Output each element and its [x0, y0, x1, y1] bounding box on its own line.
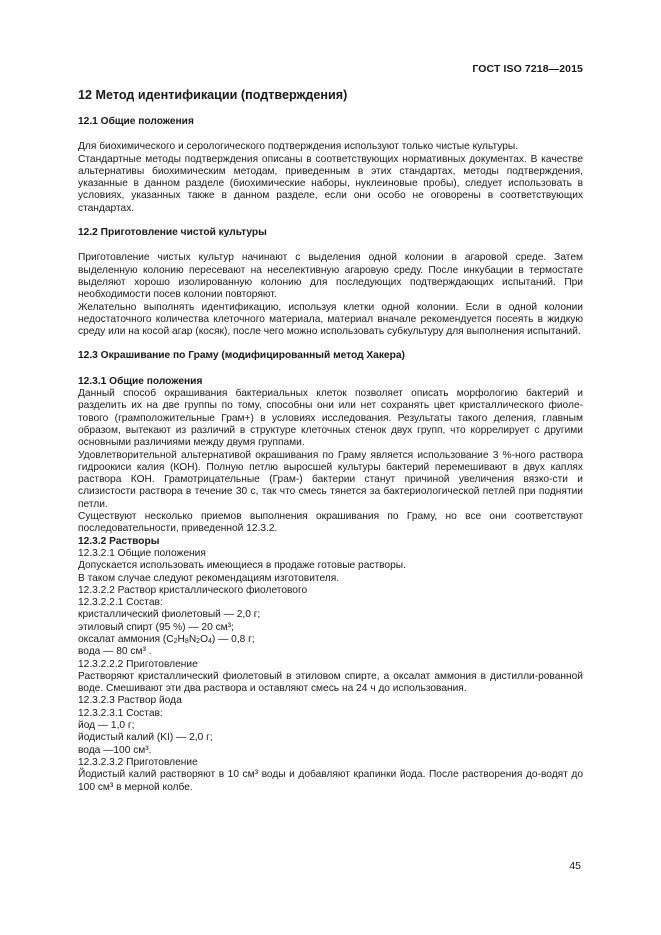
line: кристаллический фиолетовый — 2,0 г; [78, 609, 261, 621]
section-12-2-title: 12.2 Приготовление чистой культуры [78, 227, 267, 239]
line: 12.3.2.3.1 Состав: [78, 707, 163, 719]
paragraph: Для биохимического и серологического подтверждения используют только чистые культуры. [78, 141, 519, 153]
paragraph: Растворяют кристаллический фиолетовый в этиловом спирте, а оксалат аммония в дистилли-рованной воде. Смешивают эти два раствора и оставляют смесь на 24 ч до использования. [78, 670, 583, 695]
line: 12.3.2.1 Общие положения [78, 547, 206, 559]
standard-designation: ГОСТ ISO 7218—2015 [472, 63, 583, 75]
line: этиловый спирт (95 %) — 20 см³; [78, 621, 234, 633]
line: В таком случае следуют рекомендациям изготовителя. [78, 572, 340, 584]
line: вода —100 см³. [78, 744, 152, 756]
section-12-3-2-title: 12.3.2 Растворы [78, 535, 160, 547]
paragraph: Стандартные методы подтверждения описаны в соответствующих нормативных документах. В качестве альтернативы биохимическим методам, приведенным в этих стандартах, методы подтверждения, указанные в данном разделе (биохимические наборы, нуклеиновые пробы), следует использовать в условиях, указанных также в данном разделе, если они особо не оговорены в соответствующих стандартах. [78, 153, 583, 214]
section-12-1-title: 12.1 Общие положения [78, 116, 194, 127]
line: вода — 80 см³ . [78, 646, 152, 658]
page-number: 45 [569, 860, 581, 872]
line: 12.3.2.2 Раствор кристаллического фиолетового [78, 584, 308, 596]
line: йодистый калий (KI) — 2,0 г; [78, 732, 213, 744]
section-12-3-1-title: 12.3.1 Общие положения [78, 375, 203, 387]
section-12-title: 12 Метод идентификации (подтверждения) [78, 88, 348, 102]
paragraph: Удовлетворительной альтернативой окрашивания по Граму является использование 3 %-ного раствора гидроокиси калия (КОН). Полную петлю выросшей культуры бактерий перемешивают в двух каплях раствора КОН. Грамотрицательные (Грам-) бактерии станут причиной увеличения вязко-сти и слизистости раствора в течение 30 с, так что смесь тянется за бактериологической петлей при поднятии петли. [78, 449, 583, 510]
page-content [78, 88, 583, 794]
section-12-3-title: 12.3 Окрашивание по Граму (модифицированный метод Хакера) [78, 350, 405, 362]
line: 12.3.2.3 Раствор йода [78, 695, 182, 707]
line: Допускается использовать имеющиеся в продаже готовые растворы. [78, 560, 406, 572]
paragraph: Существуют несколько приемов выполнения окрашивания по Граму, но все они соответствуют последовательности, приведенной 12.3.2. [78, 511, 583, 535]
line: 12.3.2.3.2 Приготовление [78, 756, 198, 768]
paragraph: Йодистый калий растворяют в 10 см³ воды и добавляют крапинки йода. После растворения до-водят до 100 см³ в мерной колбе. [78, 769, 583, 793]
paragraph: Желательно выполнять идентификацию, используя клетки одной колонии. Если в одной колонии недостаточного количества клеточного материала, материал вначале рекомендуется посеять в жидкую среду или на косой агар (косяк), после чего можно использовать субкультуру для выполнения испытаний. [78, 301, 583, 338]
line: 12.3.2.2.1 Состав: [78, 597, 163, 609]
line: 12.3.2.2.2 Приготовление [78, 658, 198, 670]
paragraph: Приготовление чистых культур начинают с выделения одной колонии в агаровой среде. Затем выделенную колонию пересевают на неселективную агаровую среду. После инкубации в термостате выделяют хорошо изолированную колонию для последующих подтверждающих испытаний. При необходимости посев колонии повторяют. [78, 252, 583, 301]
line: йод — 1,0 г; [78, 720, 135, 732]
formula-line: оксалат аммония $(C_2H_8N_2O_4)$ — 0,8 г; [78, 633, 255, 645]
paragraph: Данный способ окрашивания бактериальных клеток позволяет описать морфологию бактерий и разделить их на две группы по тому, способны они или нет сохранять цвет кристаллического фиоле-тового (грамположительные Грам+) в условиях исследования. Результаты такого деления, главным образом, вытекают из различий в структуре клеточных стенок двух групп, что коррелирует с другими основными различиями между двумя группами. [78, 388, 583, 449]
